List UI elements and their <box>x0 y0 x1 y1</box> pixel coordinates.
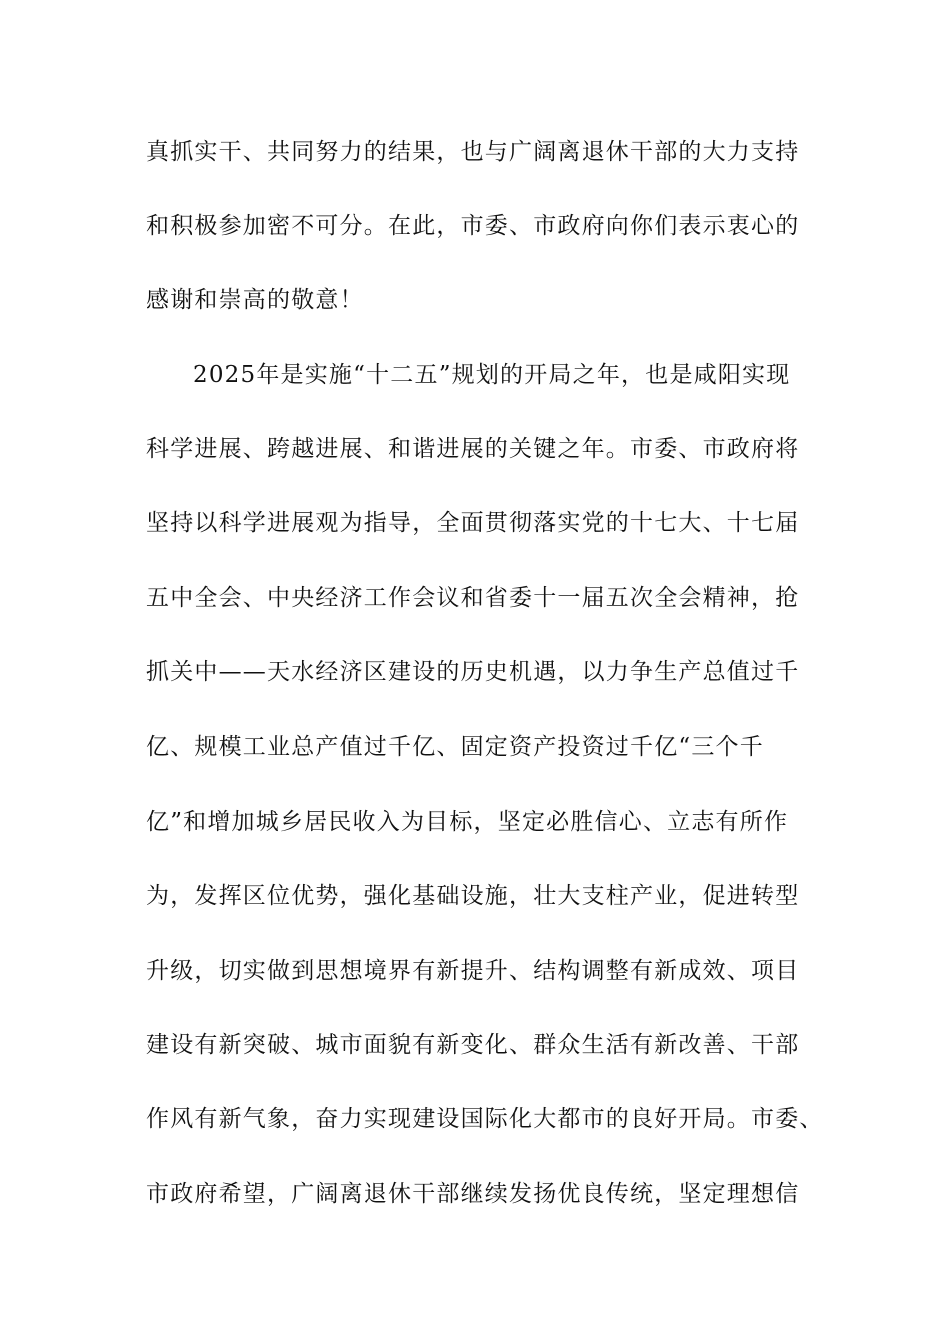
text-line: 亿”和增加城乡居民收入为目标，坚定必胜信心、立志有所作 <box>146 809 789 835</box>
text-line: 升级，切实做到思想境界有新提升、结构调整有新成效、项目 <box>146 958 800 984</box>
text-line: 亿、规模工业总产值过千亿、固定资产投资过千亿“三个千 <box>146 734 764 760</box>
text-line: 市政府希望，广阔离退休干部继续发扬优良传统，坚定理想信 <box>146 1181 800 1207</box>
text-line: 抓关中——天水经济区建设的历史机遇，以力争生产总值过千 <box>146 659 800 685</box>
text-line: 和积极参加密不可分。在此，市委、市政府向你们表示衷心的 <box>146 213 800 239</box>
text-line: 为，发挥区位优势，强化基础设施，壮大支柱产业，促进转型 <box>146 883 800 909</box>
text-line: 真抓实干、共同努力的结果，也与广阔离退休干部的大力支持 <box>146 139 800 165</box>
text-line: 感谢和崇高的敬意！ <box>146 287 364 313</box>
text-line: 坚持以科学进展观为指导，全面贯彻落实党的十七大、十七届 <box>146 510 800 536</box>
text-line: 五中全会、中央经济工作会议和省委十一届五次全会精神，抢 <box>146 585 800 611</box>
text-line: 作风有新气象，奋力实现建设国际化大都市的良好开局。市委、 <box>146 1106 824 1132</box>
text-line: 科学进展、跨越进展、和谐进展的关键之年。市委、市政府将 <box>146 436 800 462</box>
paragraph-first-line: 2025年是实施“十二五”规划的开局之年，也是咸阳实现 <box>193 362 791 388</box>
text-line: 建设有新突破、城市面貌有新变化、群众生活有新改善、干部 <box>146 1032 800 1058</box>
